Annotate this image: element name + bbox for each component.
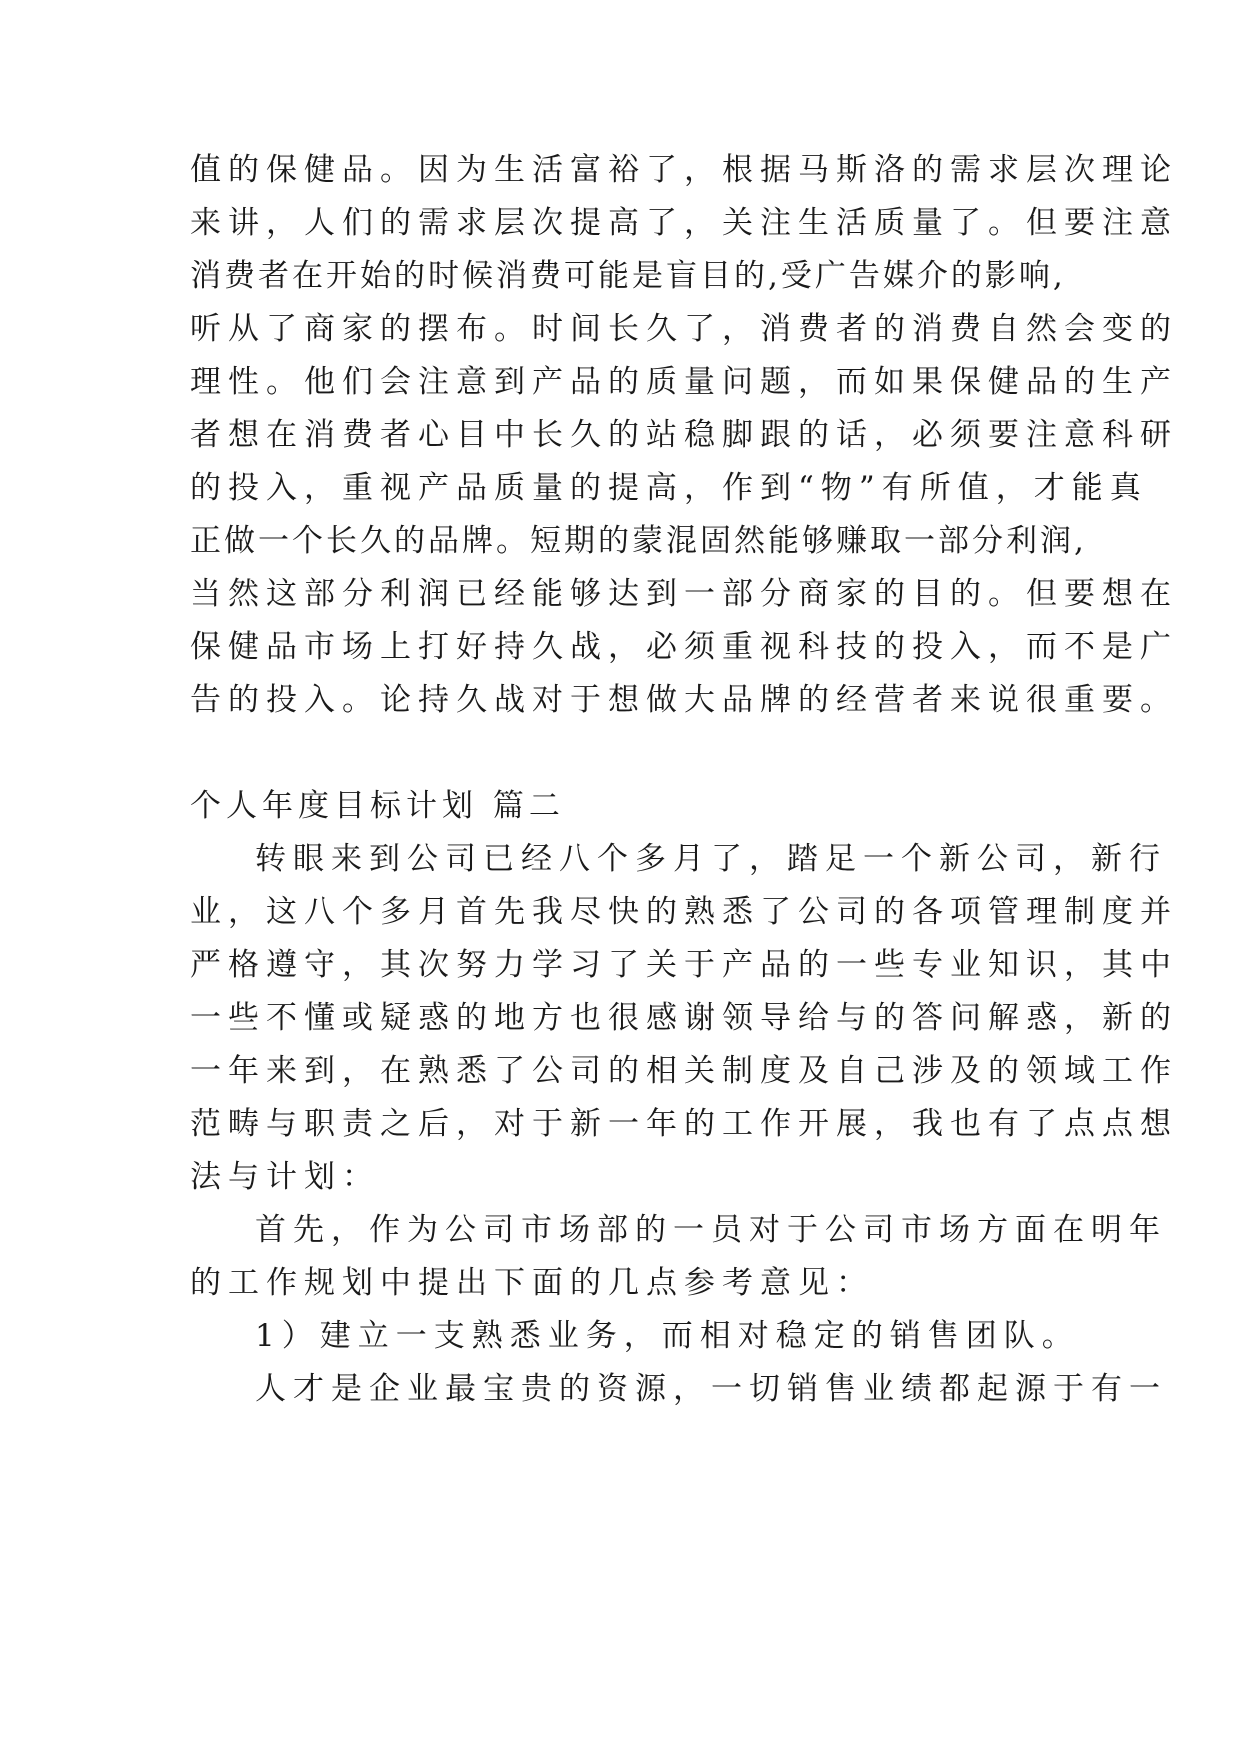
paragraph-2-line-4: 一些不懂或疑惑的地方也很感谢领导给与的答问解惑，新的 [190,1000,1178,1036]
paragraph-1-line-9: 当然这部分利润已经能够达到一部分商家的目的。但要想在 [190,576,1178,612]
paragraph-1-line-11: 告的投入。论持久战对于想做大品牌的经营者来说很重要。 [190,682,1178,718]
paragraph-2-line-2: 业，这八个多月首先我尽快的熟悉了公司的各项管理制度并 [190,894,1178,930]
paragraph-2-line-5: 一年来到，在熟悉了公司的相关制度及自己涉及的领域工作 [190,1053,1178,1089]
paragraph-2-line-7: 法与计划： [190,1159,380,1195]
paragraph-1-line-6: 者想在消费者心目中长久的站稳脚跟的话，必须要注意科研 [190,417,1178,453]
paragraph-3-line-2: 的工作规划中提出下面的几点参考意见： [190,1265,874,1301]
paragraph-1-line-8: 正做一个长久的品牌。短期的蒙混固然能够赚取一部分利润, [190,523,1087,559]
section-heading: 个人年度目标计划 篇二 [190,788,565,824]
paragraph-1-line-10: 保健品市场上打好持久战，必须重视科技的投入，而不是广 [190,629,1178,665]
paragraph-1-line-4: 听从了商家的摆布。时间长久了，消费者的消费自然会变的 [190,311,1178,347]
paragraph-1-line-3: 消费者在开始的时候消费可能是盲目的,受广告媒介的影响, [190,258,1066,294]
paragraph-1-line-1: 值的保健品。因为生活富裕了，根据马斯洛的需求层次理论 [190,152,1178,188]
paragraph-1-line-2: 来讲，人们的需求层次提高了，关注生活质量了。但要注意 [190,205,1178,241]
paragraph-2-line-6: 范畴与职责之后，对于新一年的工作开展，我也有了点点想 [190,1106,1178,1142]
paragraph-4-line-1: 人才是企业最宝贵的资源，一切销售业绩都起源于有一 [255,1371,1167,1407]
paragraph-2-line-1: 转眼来到公司已经八个多月了，踏足一个新公司，新行 [255,841,1167,877]
paragraph-1-line-7: 的投入，重视产品质量的提高，作到“物”有所值，才能真 [190,470,1148,506]
paragraph-2-line-3: 严格遵守，其次努力学习了关于产品的一些专业知识，其中 [190,947,1178,983]
list-item-1: 1）建立一支熟悉业务，而相对稳定的销售团队。 [255,1318,1080,1354]
paragraph-3-line-1: 首先，作为公司市场部的一员对于公司市场方面在明年 [255,1212,1167,1248]
paragraph-1-line-5: 理性。他们会注意到产品的质量问题，而如果保健品的生产 [190,364,1178,400]
